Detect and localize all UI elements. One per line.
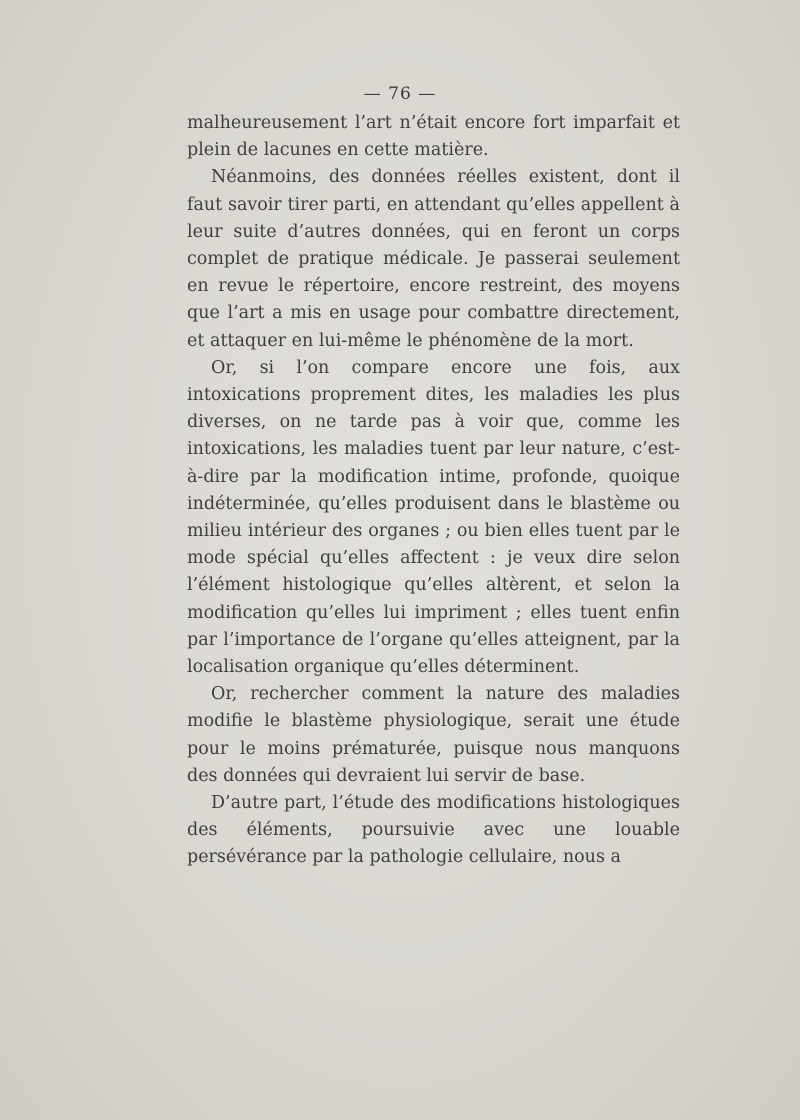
paragraph-2: Néanmoins, des données réelles existent, dont il faut savoir tirer parti, en attendant qu’elles appellent à leur suite d’autres données, qui en feront un corps complet de pratique médicale. Je passerai seulement en revue le répertoire, encore restreint, des moyens que l’art a mis en usage pour combattre directement, et attaquer en lui-même le phénomène de la mort. [187,167,680,351]
paragraph-5: D’autre part, l’étude des modifications histologiques des éléments, poursuivie avec une louable persévérance par la pathologie cellulaire, nous a [187,793,680,868]
paragraph-1: malheureusement l’art n’était encore fort imparfait et plein de lacunes en cette matière. [187,113,680,161]
page-number: — 76 — [363,84,437,104]
paragraph-3: Or, si l’on compare encore une fois, aux intoxications proprement dites, les maladies les plus diverses, on ne tarde pas à voir que, comme les intoxications, les maladies tuent par leur nature, c’est-à-dire par la modification intime, profonde, quoique indéterminée, qu’elles produisent dans le blastème ou milieu intérieur des organes ; ou bien elles tuent par le mode spécial qu’elles affectent : je veux dire selon l’élément histologique qu’elles altèrent, et selon la modification qu’elles lui impriment ; elles tuent enfin par l’importance de l’organe qu’elles atteignent, par la localisation organique qu’elles déterminent. [187,357,680,678]
paragraph-4: Or, rechercher comment la nature des maladies modifie le blastème physiologique, serait une étude pour le moins prématurée, puisque nous manquons des données qui devraient lui servir de base. [187,684,680,786]
body-text [187,110,680,872]
